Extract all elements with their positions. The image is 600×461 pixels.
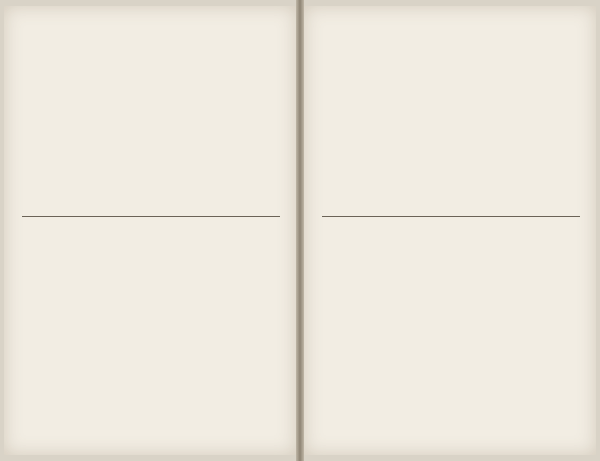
left-divider-rule <box>22 216 280 217</box>
right-divider-rule <box>322 216 580 217</box>
right-page <box>304 6 596 455</box>
left-bottom-columns <box>20 230 282 440</box>
left-top-columns <box>20 24 282 210</box>
left-page <box>4 6 296 455</box>
right-bottom-columns <box>320 230 582 440</box>
right-top-columns <box>320 24 582 210</box>
book-gutter <box>296 0 304 461</box>
